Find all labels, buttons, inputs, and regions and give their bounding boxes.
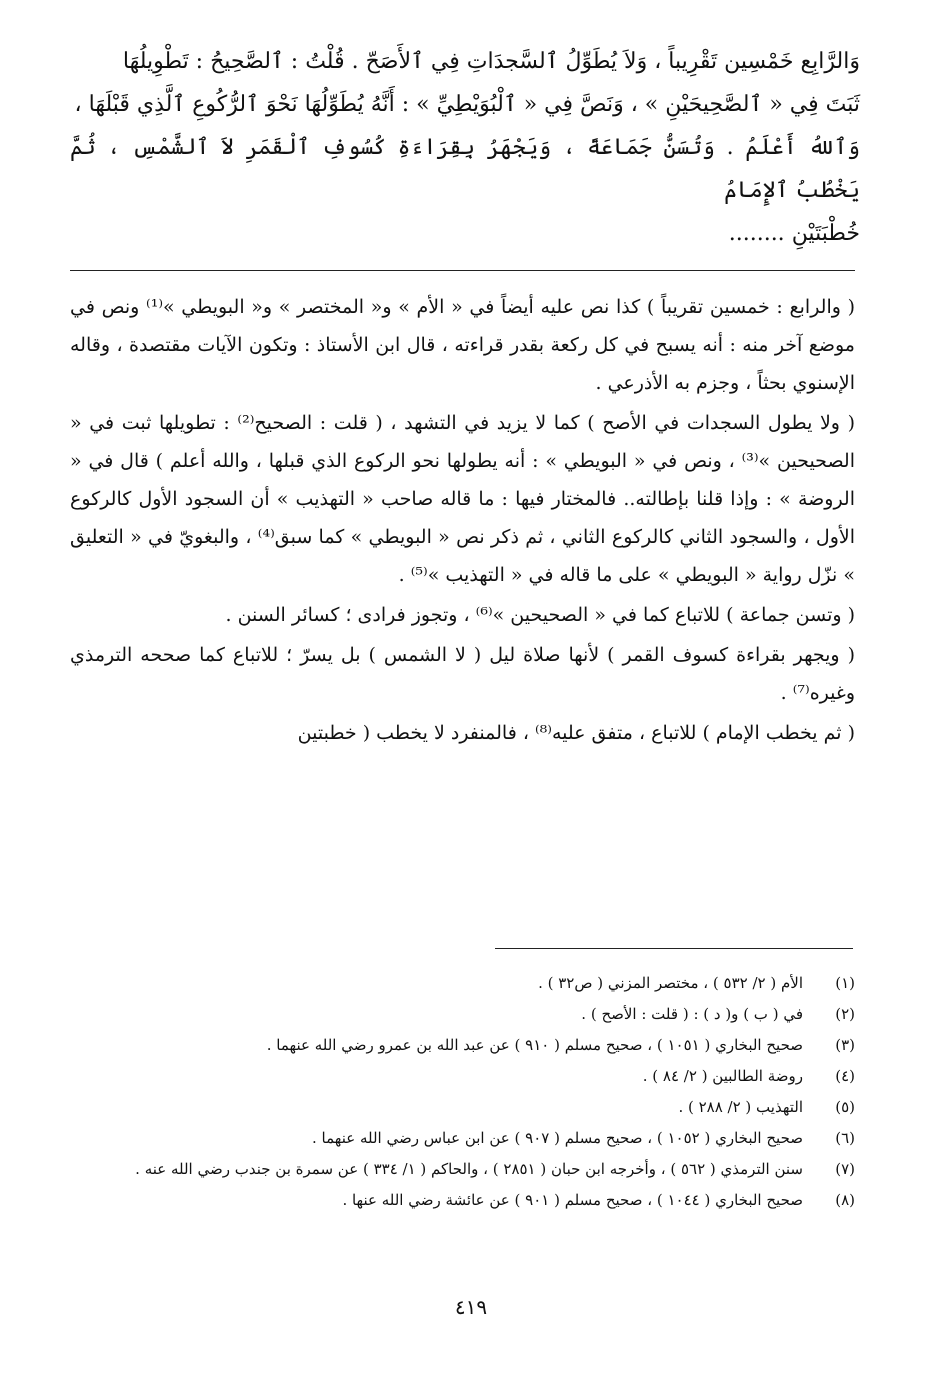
commentary-paragraph: ( وتسن جماعة ) للاتباع كما في « الصحيحين »⁽⁶⁾ ، وتجوز فرادى ؛ كسائر السنن .: [225, 604, 855, 626]
page-number: ٤١٩: [454, 1295, 488, 1319]
footnote-text: الأم ( ٢/ ٥٣٢ ) ، مختصر المزني ( ص٣٢ ) .: [538, 974, 803, 992]
footnote-number: (٤): [835, 1067, 855, 1085]
footnote-number: (٢): [835, 1005, 855, 1023]
footnote: [70, 968, 855, 999]
footnote: [70, 1061, 855, 1092]
footnote-number: (٧): [835, 1160, 855, 1178]
footnote-text: في ( ب ) و( د ) : ( قلت : الأصح ) .: [581, 1005, 803, 1023]
footnote-number: (٨): [835, 1191, 855, 1209]
footnote-text: التهذيب ( ٢/ ٢٨٨ ) .: [678, 1098, 803, 1116]
footnote: [70, 1030, 855, 1061]
footnote-number: (٦): [835, 1129, 855, 1147]
matn-line: [70, 212, 860, 255]
matn-last-word: خُطْبَتَيْنِ: [791, 221, 860, 246]
matn-line: وَالرَّابِع خَمْسِين تَقْرِيباً ، وَلاَ يُطَوِّلُ ٱلسَّجدَاتِ فِي ٱلأَصَحّ . قُلْتُ : ٱلصَّحِيحُ : تَطْوِيلُهَا: [122, 49, 860, 74]
matn-text: [70, 40, 860, 255]
matn-line: ثَبَتَ فِي « ٱلصَّحِيحَيْنِ » ، وَنَصَّ فِي « ٱلْبُوَيْطِيِّ » : أَنَّهُ يُطَوِّلُهَا نَحْوَ ٱلرُّكُوعِ ٱلَّذِي قَبْلَهَا ،: [74, 92, 860, 117]
footnote: [70, 1154, 855, 1185]
footnote-number: (٣): [835, 1036, 855, 1054]
footnote-text: صحيح البخاري ( ١٠٥١ ) ، صحيح مسلم ( ٩١٠ ) عن عبد الله بن عمرو رضي الله عنهما .: [266, 1036, 803, 1054]
footnote-text: روضة الطالبين ( ٢/ ٨٤ ) .: [642, 1067, 803, 1085]
commentary-paragraph: ( ثم يخطب الإمام ) للاتباع ، متفق عليه⁽⁸⁾ ، فالمنفرد لا يخطب ( خطبتين: [297, 722, 855, 744]
commentary-paragraph: ( ويجهر بقراءة كسوف القمر ) لأنها صلاة ليل ( لا الشمس ) بل يسرّ ؛ للاتباع كما صححه الترمذي وغيره⁽⁷⁾ .: [70, 644, 855, 704]
footnote: [70, 999, 855, 1030]
footnote-text: سنن الترمذي ( ٥٦٢ ) ، وأخرجه ابن حبان ( ٢٨٥١ ) ، والحاكم ( ١/ ٣٣٤ ) عن سمرة بن جندب رضي الله عنه .: [135, 1160, 803, 1178]
commentary-paragraph: ( والرابع : خمسين تقريباً ) كذا نص عليه أيضاً في « الأم » و« المختصر » و« البويطي »⁽¹⁾ ونص في موضع آخر منه : أنه يسبح في كل ركعة بقدر قراءته ، قال ابن الأستاذ : وتكون الآيات مقتصدة ، وقاله الإسنوي بحثاً ، وجزم به الأذرعي .: [70, 296, 856, 394]
commentary-paragraph: ( ولا يطول السجدات في الأصح ) كما لا يزيد في التشهد ، ( قلت : الصحيح⁽²⁾ : تطويلها ثبت في « الصحيحين »⁽³⁾ ، ونص في « البويطي » : أنه يطولها نحو الركوع الذي قبلها ، والله أعلم ) قال في « الروضة » : وإذا قلنا بإطالته.. فالمختار فيها : ما قاله صاحب « التهذيب » أن السجود الأول كالركوع الأول ، والسجود الثاني كالركوع الثاني ، ثم ذكر نص « البويطي » كما سبق⁽⁴⁾ ، والبغويّ في « التعليق » نزّل رواية « البويطي » على ما قاله في « التهذيب »⁽⁵⁾ .: [70, 412, 855, 586]
footnote-text: صحيح البخاري ( ١٠٥٢ ) ، صحيح مسلم ( ٩٠٧ ) عن ابن عباس رضي الله عنهما .: [312, 1129, 803, 1147]
footnote-number: (١): [835, 974, 855, 992]
matn-block: [70, 40, 860, 255]
footnote: [70, 1185, 855, 1216]
continuation-dots: ........: [728, 221, 785, 246]
footnote-number: (٥): [835, 1098, 855, 1116]
footnotes: [70, 968, 855, 1216]
matn-divider: [70, 270, 855, 271]
matn-line: وَٱللهُ أَعْلَمُ . وَتُسَنُّ جَمَاعَةً ، وَيَجْهَرُ بِقِرَاءَةِ كُسُوفِ ٱلْقَمَرِ لاَ ٱلشَّمْسِ ، ثُمَّ يَخْطُبُ ٱلإِمَامُ: [70, 135, 860, 203]
footnote-text: صحيح البخاري ( ١٠٤٤ ) ، صحيح مسلم ( ٩٠١ ) عن عائشة رضي الله عنها .: [342, 1191, 803, 1209]
footnote-divider: [495, 948, 853, 949]
commentary-block: [70, 288, 855, 754]
footnote: [70, 1123, 855, 1154]
footnote: [70, 1092, 855, 1123]
